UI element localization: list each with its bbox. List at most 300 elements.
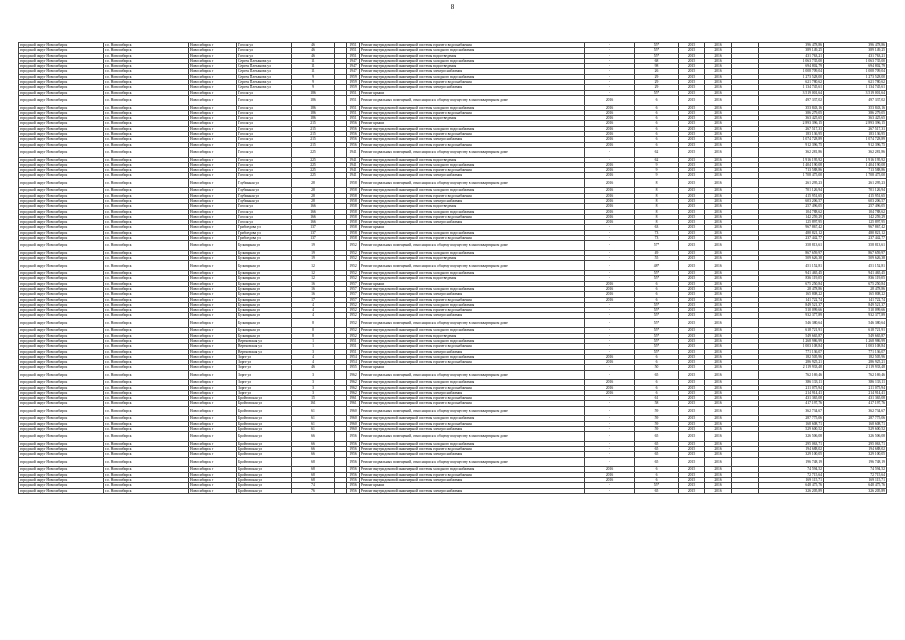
cell-wear-percent: 6	[635, 95, 679, 105]
cell-start-year: 2015	[679, 241, 705, 251]
cell-year: 1947	[347, 69, 360, 74]
cell-house: 46	[292, 365, 335, 370]
cell-municipality: г.о. Новосибирск	[104, 105, 189, 110]
cell-house: 76	[292, 488, 335, 493]
cell-locality: Новосибирск г	[189, 452, 237, 457]
cell-wear-percent: 65	[635, 447, 679, 452]
cell-year: 1958	[347, 193, 360, 198]
cell-cost: 142 259,29	[759, 214, 824, 219]
cell-total-cost: 142 259,29	[824, 214, 887, 219]
cell-year: 1951	[347, 110, 360, 115]
cell-plan-year: -	[585, 147, 635, 157]
cell-start-year: 2015	[679, 126, 705, 131]
cell-work-type: Ремонт подвальных помещений, относящихся к общему имуществу в многоквартирном доме	[360, 370, 585, 380]
cell-start-year: 2015	[679, 43, 705, 48]
cell-street: Гоголя ул	[237, 147, 292, 157]
cell-year: 1960	[347, 416, 360, 421]
cell-wear-percent: 6	[635, 116, 679, 121]
cell-work-type: Ремонт внутридомовой инженерной системы холодного водоснабжения	[360, 188, 585, 193]
cell-start-year: 2015	[679, 292, 705, 297]
cell-total-cost: 603 206,57	[824, 198, 887, 203]
cell-plan-year: -	[585, 421, 635, 426]
cell-municipality: г.о. Новосибирск	[104, 198, 189, 203]
cell-municipality: г.о. Новосибирск	[104, 286, 189, 291]
repair-schedule-table	[18, 42, 887, 494]
cell-house: 215	[292, 121, 335, 126]
cell-municipality: г.о. Новосибирск	[104, 380, 189, 385]
cell-work-type: Ремонт внутридомовой инженерной системы горячего водоснабжения	[360, 421, 585, 426]
cell-street: Бройтовская ул	[237, 432, 292, 442]
cell-street: Сергея Плеханова ул	[237, 58, 292, 63]
cell-total-cost: 362 734,67	[824, 406, 887, 416]
cell-municipality: г.о. Новосибирск	[104, 116, 189, 121]
cell-street: Вертковская ул	[237, 349, 292, 354]
cell-cost: 363 425,65	[759, 116, 824, 121]
cell-work-type: Ремонт подвальных помещений, относящихся к общему имуществу в многоквартирном доме	[360, 432, 585, 442]
cell-municipality: г.о. Новосибирск	[104, 126, 189, 131]
cell-municipality: г.о. Новосибирск	[104, 467, 189, 472]
cell-house: 8	[292, 318, 335, 328]
cell-wear-percent: 55*	[635, 302, 679, 307]
cell-district: городской округ Новосибирск	[19, 344, 104, 349]
cell-wear-percent: 55*	[635, 276, 679, 281]
cell-work-type: Ремонт подвальных помещений, относящихся к общему имуществу в многоквартирном доме	[360, 261, 585, 271]
cell-municipality: г.о. Новосибирск	[104, 276, 189, 281]
cell-end-year: 2016	[705, 225, 732, 230]
cell-year: 1951	[347, 338, 360, 343]
cell-house: 3	[292, 380, 335, 385]
cell-house: 4	[292, 354, 335, 359]
cell-plan-year: -	[585, 250, 635, 255]
cell-municipality: г.о. Новосибирск	[104, 188, 189, 193]
cell-work-type: Ремонт внутридомовой инженерной системы электроснабжения	[360, 313, 585, 318]
cell-total-cost: 74 594,52	[824, 467, 887, 472]
cell-work-type: Ремонт внутридомовой инженерной системы горячего водоснабжения	[360, 132, 585, 137]
cell-year: 1959	[347, 85, 360, 90]
cell-cost: 941 465,45	[759, 271, 824, 276]
cell-plan-year: -	[585, 308, 635, 313]
cell-cost: 2 119 933,48	[759, 365, 824, 370]
cell-wear-percent: 55*	[635, 338, 679, 343]
cell-municipality: г.о. Новосибирск	[104, 90, 189, 95]
cell-district: городской округ Новосибирск	[19, 178, 104, 188]
cell-end-year: 2016	[705, 370, 732, 380]
cell-total-cost: 168 608,71	[824, 421, 887, 426]
cell-plan-year: -	[585, 426, 635, 431]
cell-district: городской округ Новосибирск	[19, 204, 104, 209]
cell-cost: 836 119,05	[759, 276, 824, 281]
cell-district: городской округ Новосибирск	[19, 447, 104, 452]
cell-start-year: 2015	[679, 308, 705, 313]
cell-start-year: 2015	[679, 261, 705, 271]
cell-year: 1956	[347, 121, 360, 126]
cell-end-year: 2016	[705, 95, 732, 105]
cell-district: городской округ Новосибирск	[19, 308, 104, 313]
cell-street: Бульварная ул	[237, 302, 292, 307]
cell-plan-year: -	[585, 69, 635, 74]
cell-total-cost: 417 197,76	[824, 401, 887, 406]
cell-total-cost: 196 748,19	[824, 457, 887, 467]
cell-end-year: 2016	[705, 53, 732, 58]
cell-locality: Новосибирск г	[189, 230, 237, 235]
cell-start-year: 2015	[679, 132, 705, 137]
cell-municipality: г.о. Новосибирск	[104, 80, 189, 85]
cell-wear-percent: 55*	[635, 328, 679, 333]
cell-total-cost: 510 099,66	[824, 308, 887, 313]
cell-locality: Новосибирск г	[189, 483, 237, 488]
cell-year: 1959	[347, 74, 360, 79]
cell-plan-year: 2016	[585, 390, 635, 395]
cell-street: Гоголя ул	[237, 90, 292, 95]
cell-house: 11	[292, 58, 335, 63]
cell-cost: 362 281,86	[759, 147, 824, 157]
cell-municipality: г.о. Новосибирск	[104, 297, 189, 302]
cell-municipality: г.о. Новосибирск	[104, 349, 189, 354]
cell-wear-percent: 8	[635, 193, 679, 198]
cell-total-cost: 141 722,74	[824, 297, 887, 302]
cell-municipality: г.о. Новосибирск	[104, 178, 189, 188]
cell-plan-year: -	[585, 157, 635, 162]
cell-end-year: 2016	[705, 220, 732, 225]
cell-start-year: 2015	[679, 396, 705, 401]
cell-total-cost: 713 588,86	[824, 168, 887, 173]
cell-municipality: г.о. Новосибирск	[104, 110, 189, 115]
cell-street: Бульварная ул	[237, 241, 292, 251]
cell-locality: Новосибирск г	[189, 162, 237, 167]
cell-locality: Новосибирск г	[189, 385, 237, 390]
cell-work-type: Ремонт крыши	[360, 225, 585, 230]
cell-district: городской округ Новосибирск	[19, 271, 104, 276]
cell-year: 1958	[347, 188, 360, 193]
cell-start-year: 2015	[679, 452, 705, 457]
cell-start-year: 2015	[679, 116, 705, 121]
cell-plan-year: 2016	[585, 220, 635, 225]
cell-house: 46	[292, 48, 335, 53]
cell-start-year: 2015	[679, 137, 705, 142]
cell-total-cost: 497 337,02	[824, 95, 887, 105]
cell-district: городской округ Новосибирск	[19, 214, 104, 219]
cell-house: 166	[292, 204, 335, 209]
cell-locality: Новосибирск г	[189, 370, 237, 380]
cell-total-cost: 546 380,64	[824, 318, 887, 328]
cell-total-cost: 771 136,07	[824, 349, 887, 354]
cell-cost: 141 722,74	[759, 297, 824, 302]
cell-end-year: 2016	[705, 390, 732, 395]
cell-municipality: г.о. Новосибирск	[104, 483, 189, 488]
cell-start-year: 2015	[679, 235, 705, 240]
cell-start-year: 2015	[679, 360, 705, 365]
cell-cost: 183 136,95	[759, 132, 824, 137]
cell-end-year: 2016	[705, 416, 732, 421]
cell-work-type: Ремонт внутридомовой инженерной системы холодного водоснабжения	[360, 230, 585, 235]
cell-year: 1958	[347, 225, 360, 230]
cell-total-cost: 326 506,08	[824, 432, 887, 442]
cell-end-year: 2016	[705, 457, 732, 467]
cell-year: 1951	[347, 344, 360, 349]
cell-year: 1959	[347, 80, 360, 85]
cell-municipality: г.о. Новосибирск	[104, 390, 189, 395]
cell-street: Гоголя ул	[237, 53, 292, 58]
cell-end-year: 2016	[705, 188, 732, 193]
cell-street: Гоголя ул	[237, 116, 292, 121]
cell-cost: 169 115,71	[759, 477, 824, 482]
cell-cost: 125 897,95	[759, 220, 824, 225]
cell-work-type: Ремонт внутридомовой инженерной системы водоотведения	[360, 333, 585, 338]
cell-locality: Новосибирск г	[189, 328, 237, 333]
cell-total-cost: 169 115,71	[824, 477, 887, 482]
cell-locality: Новосибирск г	[189, 396, 237, 401]
cell-end-year: 2016	[705, 137, 732, 142]
cell-start-year: 2015	[679, 74, 705, 79]
cell-plan-year: -	[585, 318, 635, 328]
cell-total-cost: 431 365,08	[824, 396, 887, 401]
cell-total-cost: 1 273 528,00	[824, 74, 887, 79]
cell-year: 1957	[347, 286, 360, 291]
cell-end-year: 2016	[705, 302, 732, 307]
cell-wear-percent: 59	[635, 406, 679, 416]
cell-total-cost: 28 478,86	[824, 286, 887, 291]
cell-year: 1952	[347, 333, 360, 338]
cell-start-year: 2015	[679, 250, 705, 255]
cell-plan-year: 2016	[585, 472, 635, 477]
cell-municipality: г.о. Новосибирск	[104, 64, 189, 69]
cell-work-type: Ремонт внутридомовой инженерной системы горячего водоснабжения	[360, 344, 585, 349]
cell-locality: Новосибирск г	[189, 318, 237, 328]
cell-total-cost: 389 149,25	[824, 48, 887, 53]
cell-municipality: г.о. Новосибирск	[104, 432, 189, 442]
cell-total-cost: 386 133,11	[824, 380, 887, 385]
cell-locality: Новосибирск г	[189, 74, 237, 79]
cell-house: 166	[292, 220, 335, 225]
cell-start-year: 2015	[679, 349, 705, 354]
cell-locality: Новосибирск г	[189, 173, 237, 178]
cell-municipality: г.о. Новосибирск	[104, 271, 189, 276]
cell-district: городской округ Новосибирск	[19, 467, 104, 472]
cell-house: 3	[292, 390, 335, 395]
cell-start-year: 2015	[679, 281, 705, 286]
cell-plan-year: -	[585, 452, 635, 457]
cell-cost: 867 659,97	[759, 250, 824, 255]
cell-street: Бройтовская ул	[237, 452, 292, 457]
cell-district: городской округ Новосибирск	[19, 198, 104, 203]
cell-district: городской округ Новосибирск	[19, 230, 104, 235]
cell-locality: Новосибирск г	[189, 406, 237, 416]
cell-house: 16	[292, 292, 335, 297]
cell-cost: 194 688,02	[759, 447, 824, 452]
cell-cost: 389 149,25	[759, 48, 824, 53]
cell-end-year: 2016	[705, 313, 732, 318]
cell-end-year: 2016	[705, 157, 732, 162]
cell-plan-year: 2016	[585, 137, 635, 142]
cell-wear-percent: 8	[635, 204, 679, 209]
cell-wear-percent: 65	[635, 457, 679, 467]
cell-street: Бульварная ул	[237, 276, 292, 281]
cell-total-cost: 529 600,52	[824, 426, 887, 431]
cell-wear-percent: 29	[635, 74, 679, 79]
cell-end-year: 2016	[705, 452, 732, 457]
cell-cost: 431 763,21	[759, 53, 824, 58]
cell-district: городской округ Новосибирск	[19, 168, 104, 173]
cell-year: 1958	[347, 235, 360, 240]
cell-total-cost: 1 003 108,84	[824, 344, 887, 349]
cell-street: Бульварная ул	[237, 292, 292, 297]
cell-year: 1951	[347, 48, 360, 53]
cell-work-type: Ремонт внутридомовой инженерной системы водоотведения	[360, 116, 585, 121]
cell-district: городской округ Новосибирск	[19, 457, 104, 467]
cell-district: городской округ Новосибирск	[19, 157, 104, 162]
cell-start-year: 2015	[679, 447, 705, 452]
cell-district: городской округ Новосибирск	[19, 281, 104, 286]
cell-end-year: 2016	[705, 333, 732, 338]
cell-locality: Новосибирск г	[189, 204, 237, 209]
cell-plan-year: -	[585, 256, 635, 261]
cell-total-cost: 2 119 933,48	[824, 365, 887, 370]
cell-street: Гоголя ул	[237, 157, 292, 162]
cell-year: 1952	[347, 318, 360, 328]
cell-total-cost: 549 665,87	[824, 333, 887, 338]
cell-district: городской округ Новосибирск	[19, 126, 104, 131]
cell-total-cost: 295 063,71	[824, 441, 887, 446]
cell-locality: Новосибирск г	[189, 338, 237, 343]
table-row	[19, 488, 887, 493]
cell-work-type: Ремонт внутридомовой инженерной системы горячего водоснабжения	[360, 43, 585, 48]
cell-locality: Новосибирск г	[189, 90, 237, 95]
cell-total-cost: 3 519 001,64	[824, 90, 887, 95]
cell-work-type: Ремонт внутридомовой инженерной системы электроснабжения	[360, 426, 585, 431]
cell-start-year: 2015	[679, 85, 705, 90]
cell-total-cost: 386 279,05	[824, 110, 887, 115]
cell-plan-year: -	[585, 416, 635, 421]
cell-municipality: г.о. Новосибирск	[104, 132, 189, 137]
cell-district: городской округ Новосибирск	[19, 193, 104, 198]
cell-municipality: г.о. Новосибирск	[104, 406, 189, 416]
cell-end-year: 2016	[705, 447, 732, 452]
cell-district: городской округ Новосибирск	[19, 209, 104, 214]
cell-plan-year: 2016	[585, 477, 635, 482]
table-row	[19, 370, 887, 380]
cell-wear-percent: 9	[635, 162, 679, 167]
cell-cost: 211 075,94	[759, 385, 824, 390]
cell-total-cost: 967 867,42	[824, 225, 887, 230]
cell-year: 1956	[347, 447, 360, 452]
cell-district: городской округ Новосибирск	[19, 53, 104, 58]
cell-cost: 286 925,21	[759, 360, 824, 365]
cell-year: 1962	[347, 385, 360, 390]
cell-plan-year: -	[585, 276, 635, 281]
cell-plan-year: -	[585, 447, 635, 452]
cell-year: 1960	[347, 421, 360, 426]
cell-plan-year: -	[585, 64, 635, 69]
cell-wear-percent: 65	[635, 488, 679, 493]
cell-cost: 451 152,81	[759, 261, 824, 271]
cell-total-cost: 353 843,16	[824, 105, 887, 110]
cell-work-type: Ремонт внутридомовой инженерной системы горячего водоснабжения	[360, 447, 585, 452]
cell-plan-year: -	[585, 241, 635, 251]
cell-end-year: 2016	[705, 297, 732, 302]
cell-plan-year: 2016	[585, 116, 635, 121]
cell-locality: Новосибирск г	[189, 116, 237, 121]
cell-house: 186	[292, 95, 335, 105]
cell-district: городской округ Новосибирск	[19, 43, 104, 48]
cell-wear-percent: 61	[635, 396, 679, 401]
cell-house: 28	[292, 198, 335, 203]
cell-total-cost: 762 169,46	[824, 370, 887, 380]
cell-cost: 386 133,11	[759, 380, 824, 385]
cell-work-type: Ремонт внутридомовой инженерной системы электроснабжения	[360, 85, 585, 90]
cell-street: Бройтовская ул	[237, 467, 292, 472]
cell-cost: 1 268 986,99	[759, 338, 824, 343]
cell-district: городской округ Новосибирск	[19, 313, 104, 318]
cell-total-cost: 183 136,95	[824, 132, 887, 137]
cell-locality: Новосибирск г	[189, 157, 237, 162]
cell-work-type: Ремонт внутридомовой инженерной системы электроснабжения	[360, 137, 585, 142]
cell-work-type: Ремонт внутридомовой инженерной системы холодного водоснабжения	[360, 338, 585, 343]
cell-start-year: 2015	[679, 477, 705, 482]
cell-korpus	[335, 178, 347, 188]
cell-work-type: Ремонт внутридомовой инженерной системы электроснабжения	[360, 452, 585, 457]
cell-street: Вертковская ул	[237, 338, 292, 343]
cell-district: городской округ Новосибирск	[19, 452, 104, 457]
cell-year: 1957	[347, 292, 360, 297]
cell-year: 1952	[347, 328, 360, 333]
cell-end-year: 2016	[705, 162, 732, 167]
cell-plan-year: 2016	[585, 281, 635, 286]
cell-start-year: 2015	[679, 318, 705, 328]
cell-house: 4	[292, 360, 335, 365]
cell-start-year: 2015	[679, 90, 705, 95]
cell-house: 186	[292, 110, 335, 115]
cell-street: Бройтовская ул	[237, 483, 292, 488]
cell-district: городской округ Новосибирск	[19, 302, 104, 307]
cell-year: 1962	[347, 390, 360, 395]
cell-street: Сергея Плеханова ул	[237, 74, 292, 79]
cell-house: 16	[292, 286, 335, 291]
cell-korpus	[335, 95, 347, 105]
cell-municipality: г.о. Новосибирск	[104, 318, 189, 328]
cell-locality: Новосибирск г	[189, 250, 237, 255]
cell-total-cost: 1 268 986,99	[824, 338, 887, 343]
cell-street: Бройтовская ул	[237, 401, 292, 406]
cell-house: 46	[292, 43, 335, 48]
cell-cost: 849 521,37	[759, 302, 824, 307]
cell-house: 166	[292, 209, 335, 214]
cell-cost: 509 626,38	[759, 256, 824, 261]
cell-locality: Новосибирск г	[189, 58, 237, 63]
cell-locality: Новосибирск г	[189, 286, 237, 291]
cell-year: 1958	[347, 209, 360, 214]
cell-district: городской округ Новосибирск	[19, 390, 104, 395]
cell-house: 12	[292, 261, 335, 271]
cell-street: Сергея Плеханова ул	[237, 69, 292, 74]
cell-district: городской округ Новосибирск	[19, 426, 104, 431]
cell-locality: Новосибирск г	[189, 142, 237, 147]
cell-extra	[732, 370, 759, 380]
cell-year: 1952	[347, 261, 360, 271]
cell-cost: 529 600,52	[759, 426, 824, 431]
cell-street: Гоголя ул	[237, 132, 292, 137]
cell-year: 1951	[347, 116, 360, 121]
cell-start-year: 2015	[679, 48, 705, 53]
cell-total-cost: 509 626,38	[824, 256, 887, 261]
cell-house: 61	[292, 421, 335, 426]
cell-year: 1956	[347, 142, 360, 147]
cell-street: Бульварная ул	[237, 271, 292, 276]
cell-house: 28	[292, 193, 335, 198]
table-row	[19, 147, 887, 157]
cell-cost: 621 780,62	[759, 80, 824, 85]
cell-total-cost: 1 134 745,61	[824, 85, 887, 90]
cell-house: 225	[292, 147, 335, 157]
